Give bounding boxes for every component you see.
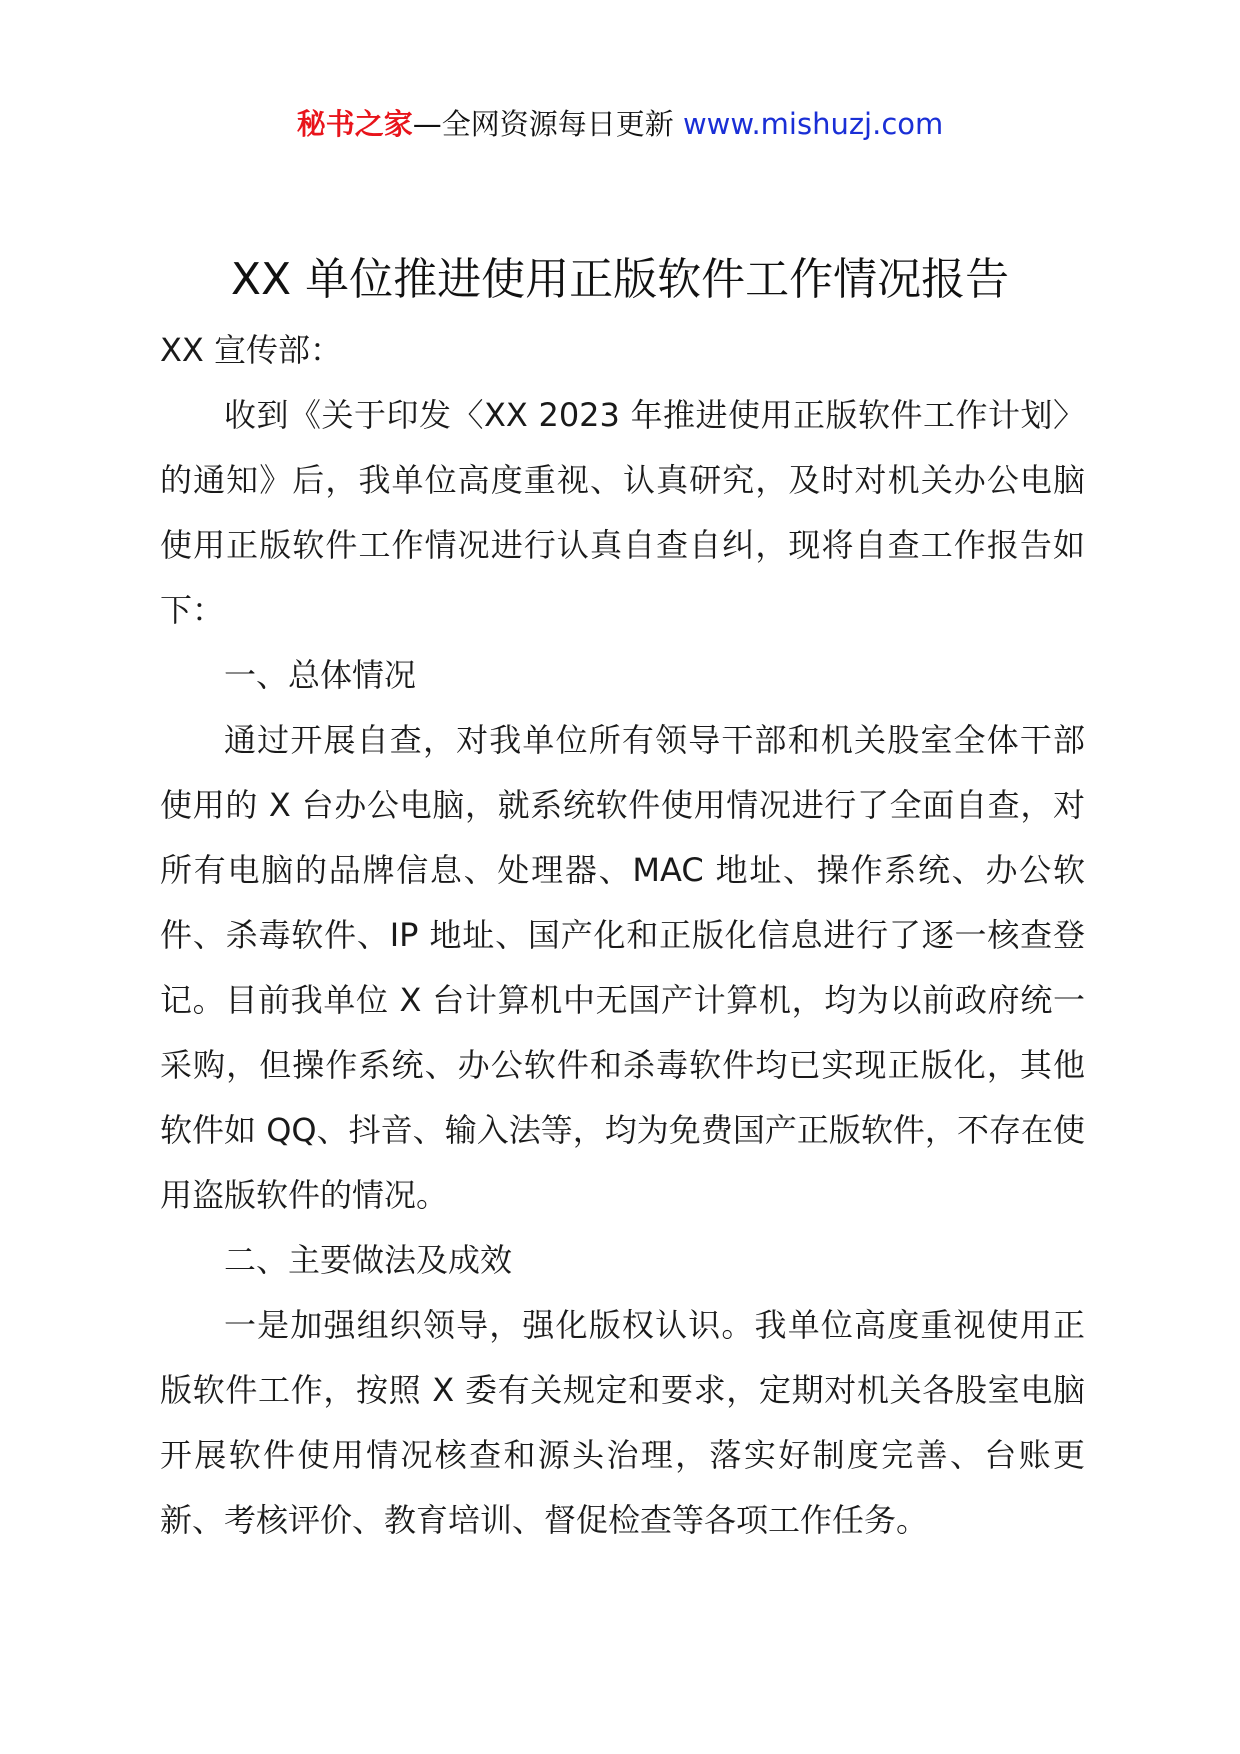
document-title: XX 单位推进使用正版软件工作情况报告 [230, 254, 1010, 305]
header-slogan: —全网资源每日更新 [412, 107, 674, 141]
section1-paragraph: 通过开展自查，对我单位所有领导干部和机关股室全体干部使用的 X 台办公电脑，就系统软件使用情况进行了全面自查，对所有电脑的品牌信息、处理器、MAC 地址、操作系统、办公软件、杀毒软件、IP 地址、国产化和正版化信息进行了逐一核查登记。目前我单位 X 台计算机中无国产计算机，均为以前政府统一采购，但操作系统、办公软件和杀毒软件均已实现正版化，其他软件如 QQ、抖音、输入法等，均为免费国产正版软件，不存在使用盗版软件的情况。 [160, 721, 1085, 1214]
section2-paragraph: 一是加强组织领导，强化版权认识。我单位高度重视使用正版软件工作，按照 X 委有关规定和要求，定期对机关各股室电脑开展软件使用情况核查和源头治理，落实好制度完善、台账更新、考核评价、教育培训、督促检查等各项工作任务。 [160, 1306, 1085, 1539]
section1-heading: 一、总体情况 [224, 656, 417, 694]
site-header [0, 104, 1240, 144]
site-url-link[interactable]: www.mishuzj.com [682, 107, 944, 141]
intro-paragraph: 收到《关于印发〈XX 2023 年推进使用正版软件工作计划〉的通知》后，我单位高度重视、认真研究，及时对机关办公电脑使用正版软件工作情况进行认真自查自纠，现将自查工作报告如下： [160, 396, 1085, 629]
brand-name: 秘书之家 [296, 107, 413, 141]
section2-heading: 二、主要做法及成效 [224, 1241, 513, 1279]
document-body [160, 318, 1085, 1553]
salutation: XX 宣传部： [160, 331, 343, 369]
